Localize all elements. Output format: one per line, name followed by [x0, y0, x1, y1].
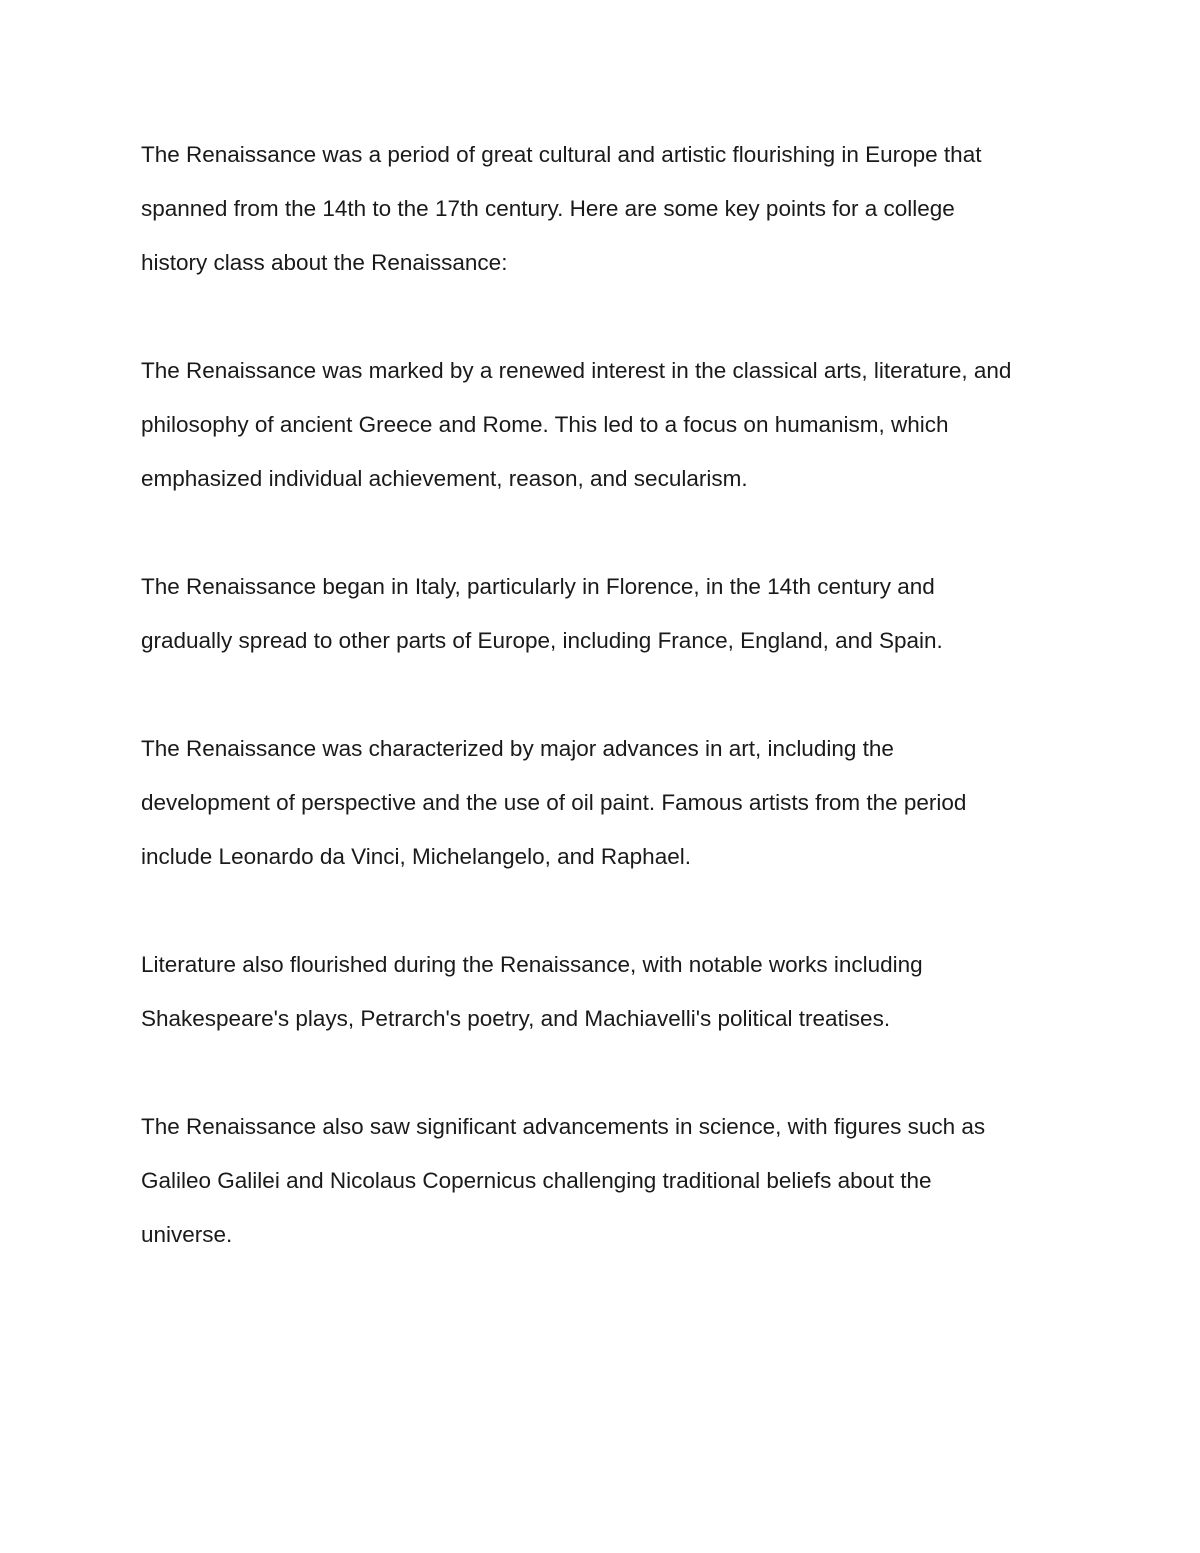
text-line: development of perspective and the use of oil paint. Famous artists from the period — [141, 790, 967, 815]
text-line: emphasized individual achievement, reason, and secularism. — [141, 466, 748, 491]
text-line: gradually spread to other parts of Europe, including France, England, and Spain. — [141, 628, 943, 653]
paragraph-art — [141, 722, 1081, 884]
text-line: include Leonardo da Vinci, Michelangelo, and Raphael. — [141, 844, 691, 869]
text-line: Shakespeare's plays, Petrarch's poetry, and Machiavelli's political treatises. — [141, 1006, 891, 1031]
document-body — [141, 128, 1081, 1316]
text-line: The Renaissance was a period of great cultural and artistic flourishing in Europe that — [141, 142, 982, 167]
paragraph-literature — [141, 938, 1081, 1046]
text-line: philosophy of ancient Greece and Rome. This led to a focus on humanism, which — [141, 412, 949, 437]
paragraph-intro — [141, 128, 1081, 290]
text-line: The Renaissance was characterized by major advances in art, including the — [141, 736, 894, 761]
text-line: Literature also flourished during the Renaissance, with notable works including — [141, 952, 923, 977]
text-line: The Renaissance was marked by a renewed interest in the classical arts, literature, and — [141, 358, 1012, 383]
text-line: The Renaissance began in Italy, particularly in Florence, in the 14th century and — [141, 574, 935, 599]
text-line: Galileo Galilei and Nicolaus Copernicus challenging traditional beliefs about the — [141, 1168, 932, 1193]
text-line: The Renaissance also saw significant advancements in science, with figures such as — [141, 1114, 986, 1139]
text-line: spanned from the 14th to the 17th century. Here are some key points for a college — [141, 196, 955, 221]
paragraph-humanism — [141, 344, 1081, 506]
paragraph-origins — [141, 560, 1081, 668]
text-line: universe. — [141, 1222, 233, 1247]
paragraph-science — [141, 1100, 1081, 1262]
text-line: history class about the Renaissance: — [141, 250, 508, 275]
